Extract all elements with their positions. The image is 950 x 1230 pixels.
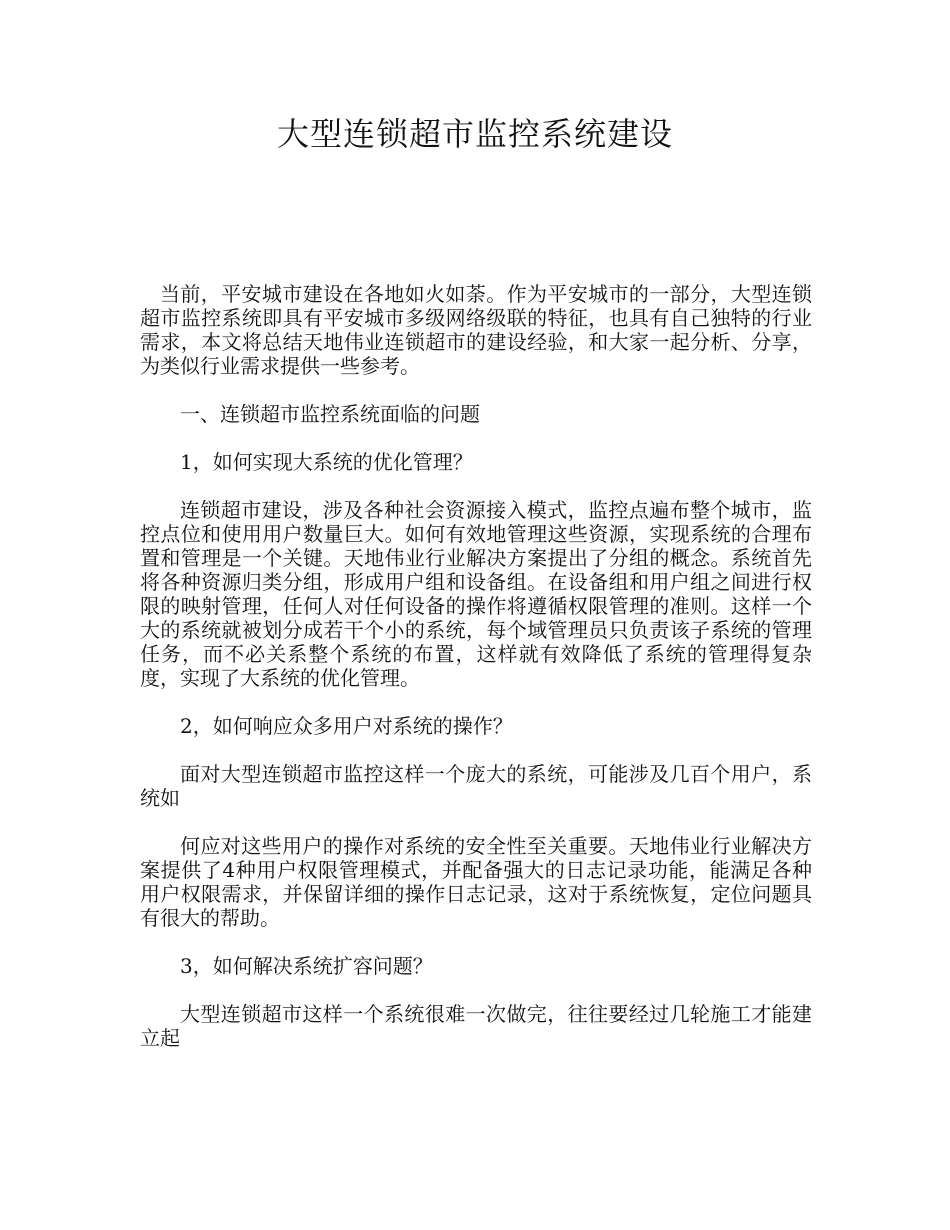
intro-paragraph: 当前，平安城市建设在各地如火如荼。作为平安城市的一部分，大型连锁超市监控系统即具有平安城市多级网络级联的特征，也具有自己独特的行业需求，本文将总结天地伟业连锁超市的建设经验，和大家一起分析、分享，为类似行业需求提供一些参考。: [140, 282, 812, 378]
question-heading-3: 3，如何解决系统扩容问题？: [180, 954, 433, 978]
answer-paragraph-3: 大型连锁超市这样一个系统很难一次做完，往往要经过几轮施工才能建立起: [140, 1002, 812, 1050]
question-heading-1: 1，如何实现大系统的优化管理？: [180, 450, 473, 474]
answer-paragraph-2b: 何应对这些用户的操作对系统的安全性至关重要。天地伟业行业解决方案提供了4种用户权限管理模式，并配备强大的日志记录功能，能满足各种用户权限需求，并保留详细的操作日志记录，这对于系统恢复，定位问题具有很大的帮助。: [140, 834, 812, 930]
answer-paragraph-2a: 面对大型连锁超市监控这样一个庞大的系统，可能涉及几百个用户，系统如: [140, 762, 812, 810]
section-heading-problems: 一、连锁超市监控系统面临的问题: [180, 402, 480, 426]
question-heading-2: 2，如何响应众多用户对系统的操作？: [180, 714, 513, 738]
document-title: 大型连锁超市监控系统建设: [276, 115, 673, 153]
document-body: [140, 282, 812, 1074]
answer-paragraph-1: 连锁超市建设，涉及各种社会资源接入模式，监控点遍布整个城市，监控点位和使用用户数量巨大。如何有效地管理这些资源，实现系统的合理布置和管理是一个关键。天地伟业行业解决方案提出了分组的概念。系统首先将各种资源归类分组，形成用户组和设备组。在设备组和用户组之间进行权限的映射管理，任何人对任何设备的操作将遵循权限管理的准则。这样一个大的系统就被划分成若干个小的系统，每个域管理员只负责该子系统的管理任务，而不必关系整个系统的布置，这样就有效降低了系统的管理得复杂度，实现了大系统的优化管理。: [140, 498, 812, 690]
